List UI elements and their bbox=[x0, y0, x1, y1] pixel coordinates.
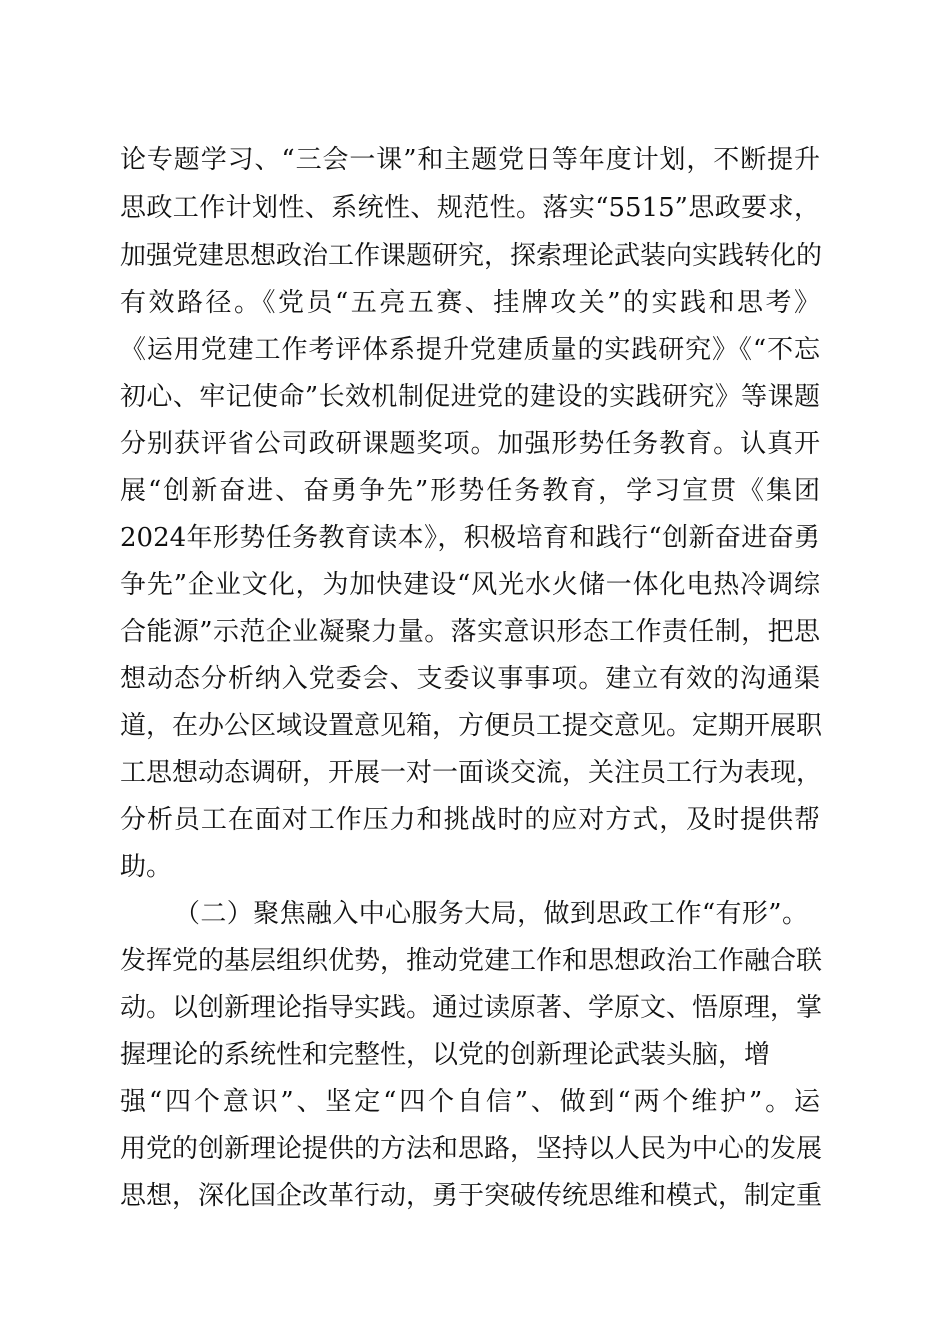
text-line: 动。以创新理论指导实践。通过读原著、学原文、悟原理，掌 bbox=[120, 993, 823, 1023]
text-line: 展“创新奋进、奋勇争先”形势任务教育，学习宣贯《集团 bbox=[120, 476, 820, 506]
text-line: 想动态分析纳入党委会、支委议事事项。建立有效的沟通渠 bbox=[120, 664, 820, 694]
text-line: 加强党建思想政治工作课题研究，探索理论武装向实践转化的 bbox=[120, 241, 823, 271]
text-line: 思想，深化国企改革行动，勇于突破传统思维和模式，制定重 bbox=[120, 1181, 823, 1211]
text-line: 分析员工在面对工作压力和挑战时的应对方式，及时提供帮 bbox=[120, 805, 820, 835]
section-heading: （二）聚焦融入中心服务大局，做到思政工作“有形”。 bbox=[174, 899, 808, 929]
text-line: 道，在办公区域设置意见箱，方便员工提交意见。定期开展职 bbox=[120, 711, 823, 741]
text-line: 发挥党的基层组织优势，推动党建工作和思想政治工作融合联 bbox=[120, 946, 823, 976]
text-line: 合能源”示范企业凝聚力量。落实意识形态工作责任制，把思 bbox=[120, 617, 820, 647]
text-line: 初心、牢记使命”长效机制促进党的建设的实践研究》等课题 bbox=[120, 382, 820, 412]
text-line: 握理论的系统性和完整性，以党的创新理论武装头脑，增 bbox=[120, 1040, 771, 1070]
text-line: 强“四个意识”、坚定“四个自信”、做到“两个维护”。运 bbox=[120, 1087, 820, 1117]
text-line: 争先”企业文化，为加快建设“风光水火储一体化电热冷调综 bbox=[120, 570, 820, 600]
text-line: 有效路径。《党员“五亮五赛、挂牌攻关”的实践和思考》 bbox=[120, 288, 820, 318]
text-line: 分别获评省公司政研课题奖项。加强形势任务教育。认真开 bbox=[120, 429, 820, 459]
text-line: 助。 bbox=[120, 852, 173, 882]
text-line: 工思想动态调研，开展一对一面谈交流，关注员工行为表现， bbox=[120, 758, 823, 788]
text-line: 思政工作计划性、系统性、规范性。落实“5515”思政要求， bbox=[120, 193, 820, 223]
text-line: 《运用党建工作考评体系提升党建质量的实践研究》《“不忘 bbox=[120, 335, 820, 365]
text-line: 用党的创新理论提供的方法和思路，坚持以人民为中心的发展 bbox=[120, 1134, 823, 1164]
text-line: 论专题学习、“三会一课”和主题党日等年度计划，不断提升 bbox=[120, 145, 820, 175]
text-line: 2024年形势任务教育读本》，积极培育和践行“创新奋进奋勇 bbox=[120, 523, 820, 553]
